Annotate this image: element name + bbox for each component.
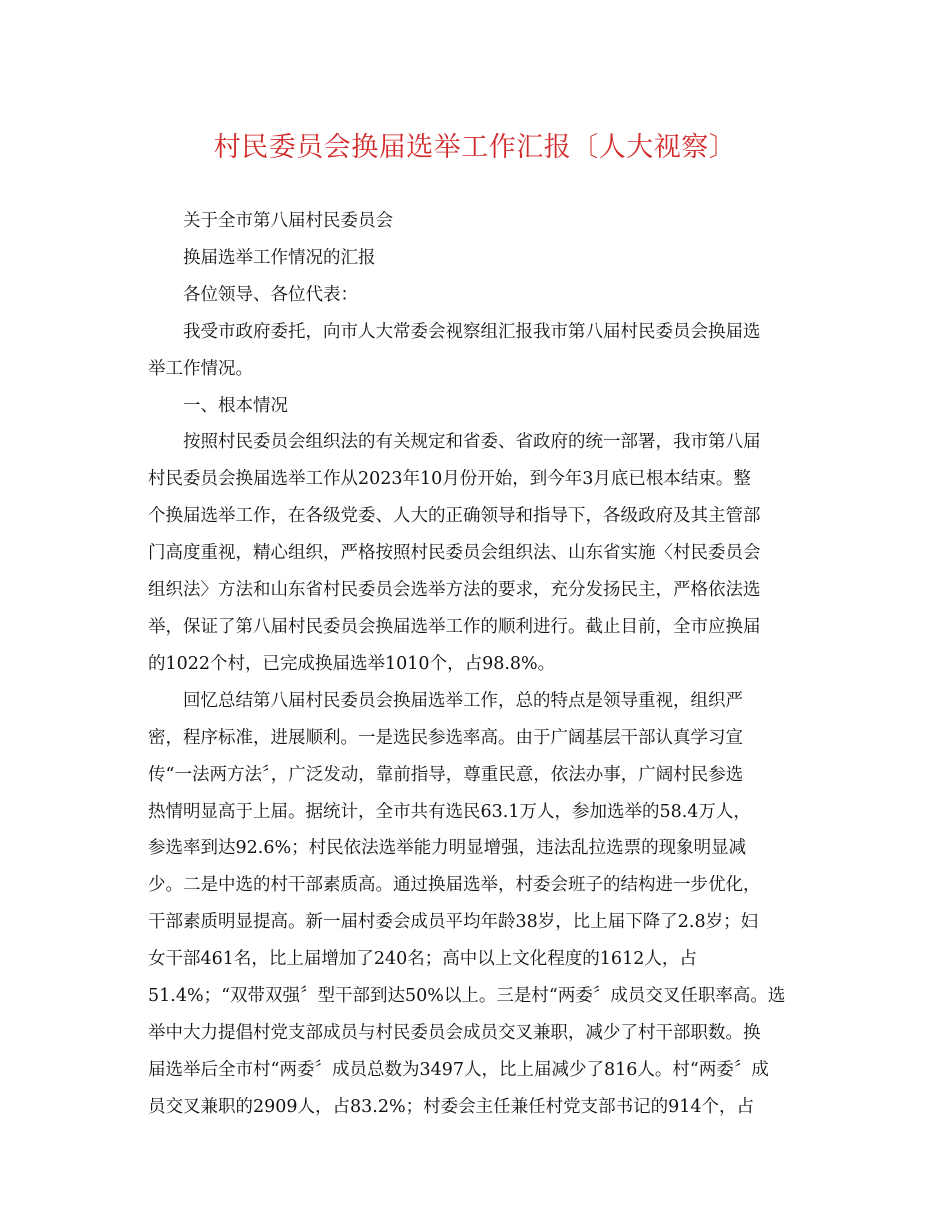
text-line: 各位领导、各位代表： <box>183 284 358 305</box>
text-line: 按照村民委员会组织法的有关规定和省委、省政府的统一部署，我市第八届 <box>183 432 761 453</box>
text-line: 组织法〉方法和山东省村民委员会选举方法的要求，充分发扬民主，严格依法选 <box>148 580 761 601</box>
text-line: 届选举后全市村“两委〞成员总数为3497人，比上届减少了816人。村“两委〞成 <box>148 1059 769 1080</box>
text-line: 一、根本情况 <box>183 395 288 416</box>
text-line: 换届选举工作情况的汇报 <box>183 247 376 268</box>
text-line: 回忆总结第八届村民委员会换届选举工作，总的特点是领导重视，组织严 <box>183 690 743 711</box>
text-line: 员交叉兼职的2909人，占83.2%；村委会主任兼任村党支部书记的914个，占 <box>148 1096 755 1117</box>
text-line: 我受市政府委托，向市人大常委会视察组汇报我市第八届村民委员会换届选 <box>183 321 761 342</box>
text-line: 举中大力提倡村党支部成员与村民委员会成员交叉兼职，减少了村干部职数。换 <box>148 1022 761 1043</box>
text-line: 举工作情况。 <box>148 358 253 379</box>
text-line: 女干部461名，比上届增加了240名；高中以上文化程度的1612人，占 <box>148 949 697 970</box>
text-line: 个换届选举工作，在各级党委、人大的正确领导和指导下，各级政府及其主管部 <box>148 506 761 527</box>
text-line: 村民委员会换届选举工作从2023年10月份开始，到今年3月底已根本结束。整 <box>148 469 751 490</box>
text-line: 51.4%；“双带双强〞型干部到达50%以上。三是村“两委〞成员交叉任职率高。选 <box>148 986 786 1007</box>
document-body <box>148 203 808 1126</box>
text-line: 少。二是中选的村干部素质高。通过换届选举，村委会班子的结构进一步优化， <box>148 875 761 896</box>
text-line: 关于全市第八届村民委员会 <box>183 211 393 231</box>
text-line: 门高度重视，精心组织，严格按照村民委员会组织法、山东省实施〈村民委员会 <box>148 543 761 564</box>
document-title: 村民委员会换届选举工作汇报〔人大视察〕 <box>213 132 737 163</box>
text-line: 热情明显高于上届。据统计，全市共有选民63.1万人，参加选举的58.4万人， <box>148 801 751 822</box>
text-line: 干部素质明显提高。新一届村委会成员平均年龄38岁，比上届下降了2.8岁；妇 <box>148 912 759 933</box>
text-line: 参选率到达92.6%；村民依法选举能力明显增强，违法乱拉选票的现象明显减 <box>148 838 747 859</box>
text-line: 举，保证了第八届村民委员会换届选举工作的顺利进行。截止目前，全市应换届 <box>148 616 761 637</box>
text-line: 密，程序标准，进展顺利。一是选民参选率高。由于广阔基层干部认真学习宣 <box>148 727 743 748</box>
text-line: 的1022个村，已完成换届选举1010个，占98.8%。 <box>148 653 556 674</box>
text-line: 传“一法两方法〞，广泛发动，靠前指导，尊重民意，依法办事，广阔村民参选 <box>148 764 744 785</box>
